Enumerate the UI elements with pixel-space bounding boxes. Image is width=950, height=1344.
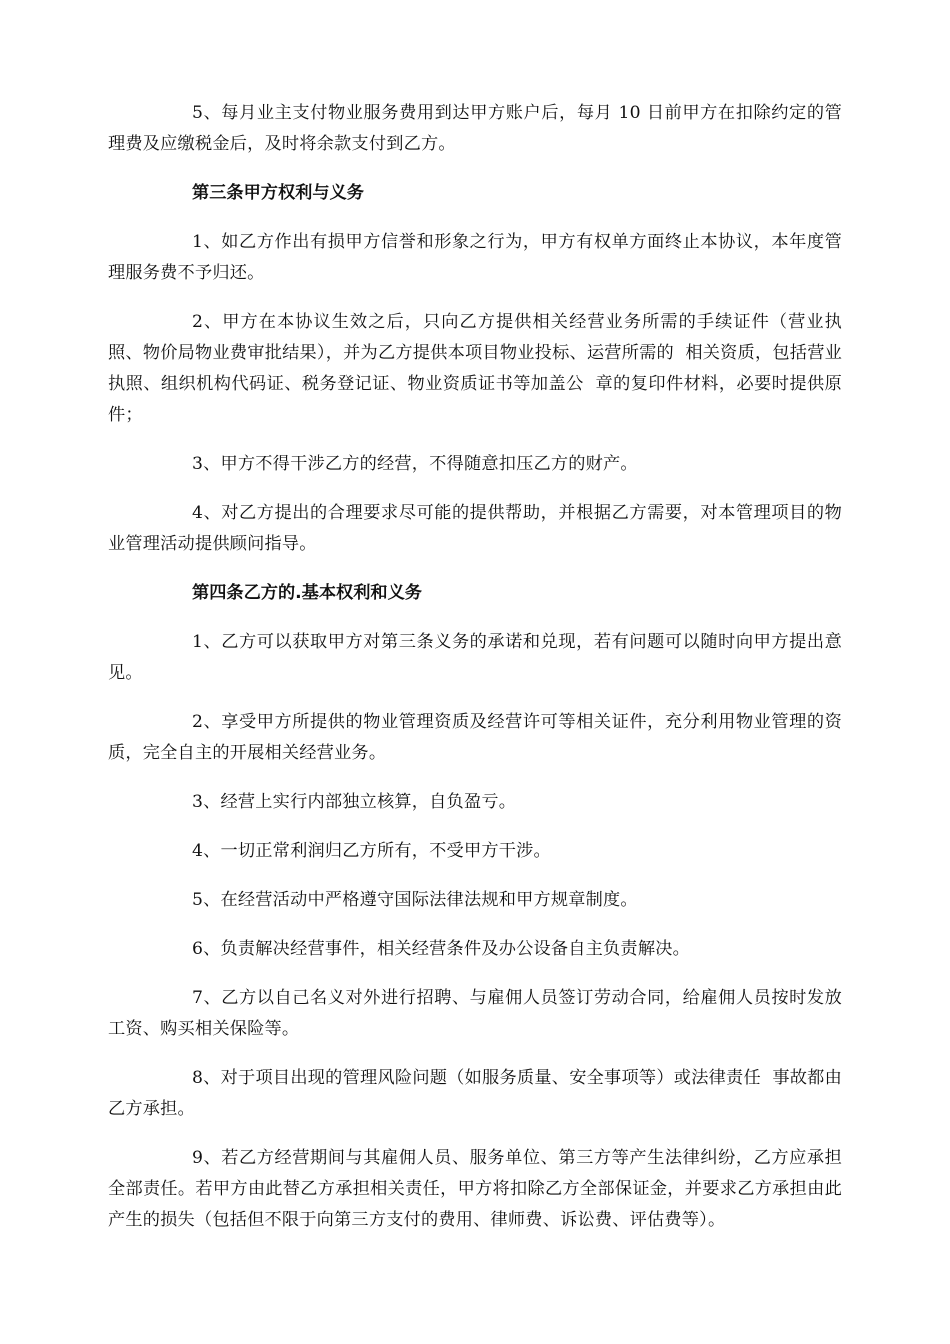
section-heading-article-3: 第三条甲方权利与义务 — [192, 183, 364, 203]
clause-2-item-5: 5、每月业主支付物业服务费用到达甲方账户后，每月 10 日前甲方在扣除约定的管理费及应缴税金后，及时将余款支付到乙方。 — [108, 103, 842, 154]
clause-4-item-2: 2、享受甲方所提供的物业管理资质及经营许可等相关证件，充分利用物业管理的资质，完全自主的开展相关经营业务。 — [108, 712, 842, 763]
clause-3-item-1: 1、如乙方作出有损甲方信誉和形象之行为，甲方有权单方面终止本协议，本年度管理服务费不予归还。 — [108, 232, 842, 283]
section-heading-article-4: 第四条乙方的.基本权利和义务 — [192, 583, 422, 603]
clause-4-item-9: 9、若乙方经营期间与其雇佣人员、服务单位、第三方等产生法律纠纷，乙方应承担全部责任。若甲方由此替乙方承担相关责任，甲方将扣除乙方全部保证金，并要求乙方承担由此产生的损失（包括但不限于向第三方支付的费用、律师费、诉讼费、评估费等）。 — [108, 1148, 842, 1230]
clause-4-item-6: 6、负责解决经营事件，相关经营条件及办公设备自主负责解决。 — [192, 939, 690, 959]
document-page — [108, 98, 842, 1254]
clause-4-item-4: 4、一切正常利润归乙方所有，不受甲方干涉。 — [192, 841, 551, 861]
clause-3-item-3: 3、甲方不得干涉乙方的经营，不得随意扣压乙方的财产。 — [192, 454, 638, 474]
clause-4-item-7: 7、乙方以自己名义对外进行招聘、与雇佣人员签订劳动合同，给雇佣人员按时发放工资、购买相关保险等。 — [108, 988, 842, 1039]
clause-4-item-3: 3、经营上实行内部独立核算，自负盈亏。 — [192, 792, 517, 812]
clause-3-item-4: 4、对乙方提出的合理要求尽可能的提供帮助，并根据乙方需要，对本管理项目的物业管理活动提供顾问指导。 — [108, 503, 842, 554]
clause-4-item-1: 1、乙方可以获取甲方对第三条义务的承诺和兑现，若有问题可以随时向甲方提出意见。 — [108, 632, 842, 683]
clause-4-item-8: 8、对于项目出现的管理风险问题（如服务质量、安全事项等）或法律责任 事故都由乙方承担。 — [108, 1068, 842, 1119]
clause-4-item-5: 5、在经营活动中严格遵守国际法律法规和甲方规章制度。 — [192, 890, 638, 910]
clause-3-item-2: 2、甲方在本协议生效之后，只向乙方提供相关经营业务所需的手续证件（营业执照、物价局物业费审批结果），并为乙方提供本项目物业投标、运营所需的 相关资质，包括营业执照、组织机构代码证、税务登记证、物业资质证书等加盖公 章的复印件材料，必要时提供原件； — [108, 312, 842, 425]
